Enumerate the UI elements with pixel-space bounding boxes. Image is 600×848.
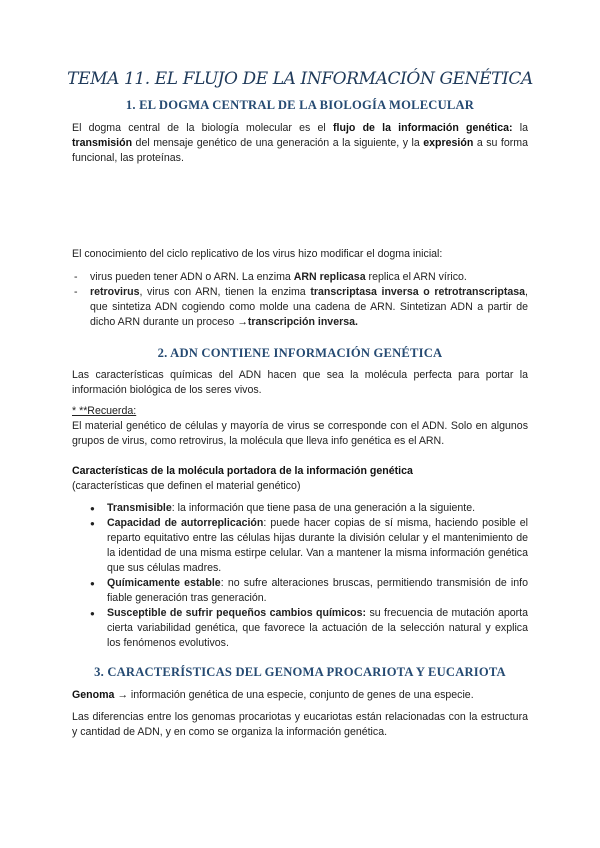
section-1-heading: 1. EL DOGMA CENTRAL DE LA BIOLOGÍA MOLECULAR xyxy=(125,98,475,112)
text-run: , virus con ARN, tienen la enzima xyxy=(139,286,311,298)
bold-run: Susceptible de sufrir pequeños cambios químicos: xyxy=(107,607,367,619)
section-2-heading: 2. ADN CONTIENE INFORMACIÓN GENÉTICA xyxy=(157,346,443,360)
recuerda-label xyxy=(72,404,528,419)
list-item xyxy=(72,270,528,285)
list-item xyxy=(72,516,528,576)
bold-run: flujo de la información genética: xyxy=(333,122,513,134)
bold-run: Genoma xyxy=(72,689,115,701)
section-3-paragraph-2: Las diferencias entre los genomas procariotas y eucariotas están relacionadas con la estructura y cantidad de ADN, y en como se organiza la información genética. xyxy=(72,711,528,738)
bold-run: ARN replicasa xyxy=(293,271,366,283)
text-run: * **Recuerda: xyxy=(72,405,137,417)
text-run: a su forma funcional, las proteínas. xyxy=(72,137,528,164)
bold-run: Características de la molécula portadora de la información genética xyxy=(72,465,413,477)
list-item xyxy=(72,501,528,516)
bold-run: Transmisible xyxy=(107,502,172,514)
text-run: : puede hacer copias de sí misma, haciendo posible el reparto equitativo entre las células hijas durante la división celular y el mantenimiento de la identidad de una misma estirpe celular. Van a mantener la misma información genética que sus células madres. xyxy=(107,517,528,574)
section-1-paragraph-2: El conocimiento del ciclo replicativo de los virus hizo modificar el dogma inicial: xyxy=(72,248,443,260)
text-run: virus pueden tener ADN o ARN. La enzima xyxy=(90,271,294,283)
text-run: : no sufre alteraciones bruscas, permitiendo transmisión de info fiable generación tras generación. xyxy=(107,577,528,604)
list-item xyxy=(72,606,528,651)
characteristics-list xyxy=(72,501,528,651)
bold-run: retrovirus xyxy=(90,286,140,298)
list-item xyxy=(72,576,528,606)
text-run: → información genética de una especie, conjunto de genes de una especie. xyxy=(114,689,474,701)
text-run: del mensaje genético de una generación a la siguiente, y la xyxy=(132,137,424,149)
list-item xyxy=(72,285,528,330)
section-2-subnote: (características que definen el material genético) xyxy=(72,480,301,492)
text-run: replica el ARN vírico. xyxy=(365,271,467,283)
section-3-heading: 3. CARACTERÍSTICAS DEL GENOMA PROCARIOTA Y EUCARIOTA xyxy=(94,665,506,679)
text-run: la xyxy=(512,122,528,134)
section-3-paragraph-1 xyxy=(72,688,528,703)
text-run: : la información que tiene pasa de una generación a la siguiente. xyxy=(171,502,476,514)
bold-run: transcriptasa inversa o retrotranscriptasa xyxy=(310,286,526,298)
bold-run: transmisión xyxy=(72,137,133,149)
recuerda-text: El material genético de células y mayoría de virus se corresponde con el ADN. Solo en algunos grupos de virus, como retrovirus, la molécula que lleva info genética es el ARN. xyxy=(72,420,528,447)
bold-run: Químicamente estable xyxy=(107,577,221,589)
section-1-dash-list xyxy=(72,270,528,330)
section-2-subheading xyxy=(72,464,528,479)
text-run: , que sintetiza ADN cogiendo como molde una cadena de ARN. Sintetizan ADN a partir de dicho ARN durante un proceso xyxy=(90,286,528,328)
bold-run: expresión xyxy=(423,137,474,149)
section-2-paragraph-1: Las características químicas del ADN hacen que sea la molécula perfecta para portar la información biológica de los seres vivos. xyxy=(72,369,528,396)
text-run: su frecuencia de mutación aporta cierta variabilidad genética, que favorece la actuación de la selección natural y explica los fenómenos evolutivos. xyxy=(107,607,528,649)
arrow-icon: → xyxy=(237,316,248,328)
section-1-paragraph-1 xyxy=(72,121,528,166)
bold-run: transcripción inversa. xyxy=(247,316,358,328)
text-run: El dogma central de la biología molecular es el xyxy=(72,122,333,134)
page-title: TEMA 11. EL FLUJO DE LA INFORMACIÓN GENÉTICA xyxy=(67,69,533,89)
bold-run: Capacidad de autorreplicación xyxy=(107,517,264,529)
